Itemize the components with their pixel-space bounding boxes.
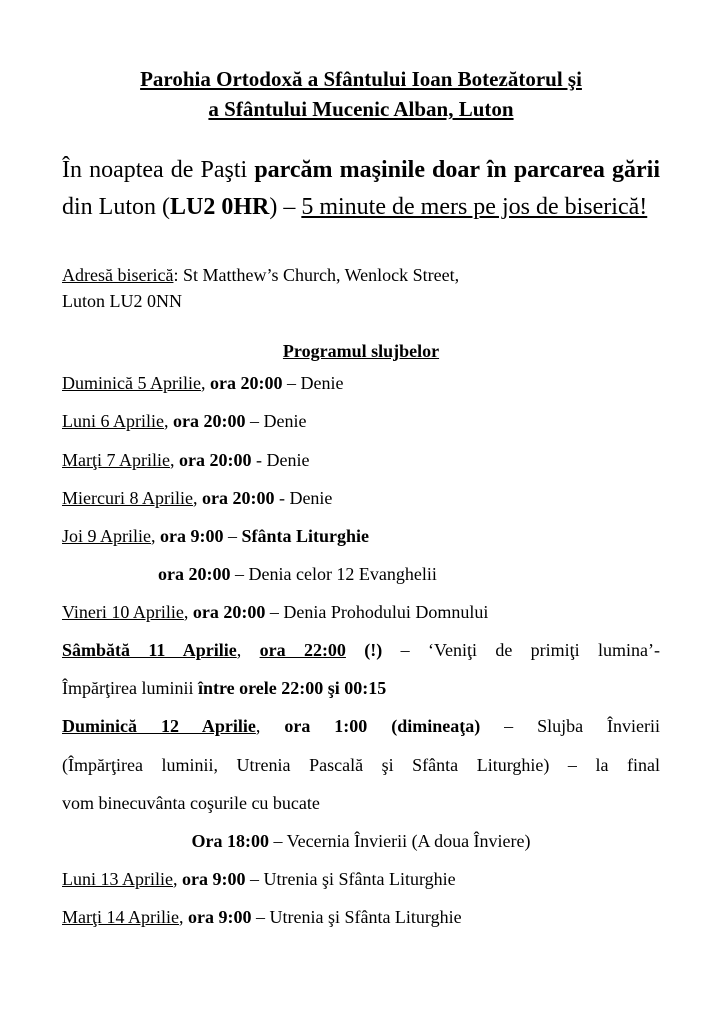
schedule-time: ora 20:00 — [201, 488, 275, 508]
schedule-line — [62, 370, 660, 396]
schedule-date: Vineri 10 Aprilie — [62, 602, 184, 622]
schedule-time: ora 20:00 — [173, 411, 246, 431]
schedule-event: (Împărţirea luminii, Utrenia Pascală şi Sfânta Liturghie) – la final — [62, 755, 660, 775]
schedule-date: Marţi 7 Aprilie — [62, 450, 170, 470]
separator: , — [164, 411, 173, 431]
schedule-time: între orele 22:00 şi 00:15 — [197, 678, 387, 698]
schedule-line — [62, 675, 660, 701]
schedule-time: ora 9:00 — [160, 526, 224, 546]
separator: , — [178, 907, 188, 927]
address-label: Adresă biserică — [62, 265, 174, 285]
separator: , — [173, 869, 182, 889]
schedule-date: Luni 6 Aprilie — [62, 411, 164, 431]
schedule-line — [62, 713, 660, 739]
schedule-line — [62, 828, 660, 854]
notice-text-3: ) – — [269, 194, 302, 220]
schedule-line — [62, 485, 660, 511]
schedule-time: ora 22:00 — [259, 640, 346, 660]
separator: , — [183, 602, 193, 622]
schedule-event: Împărţirea luminii — [62, 678, 198, 698]
schedule-date: Duminică 12 Aprilie — [62, 716, 256, 736]
schedule-exclamation: (!) — [345, 640, 383, 660]
schedule-time: ora 20:00 — [209, 373, 283, 393]
schedule-event: – Utrenia şi Sfânta Liturghie — [245, 869, 456, 889]
schedule-line — [62, 523, 660, 549]
schedule-line — [62, 637, 660, 663]
notice-parking-emphasis: parcăm maşinile doar în parcarea gării — [254, 157, 660, 183]
schedule-date: Joi 9 Aprilie — [62, 526, 151, 546]
schedule-event: vom binecuvânta coşurile cu bucate — [62, 793, 320, 813]
schedule-title: Programul slujbelor — [282, 341, 440, 361]
separator: , — [255, 716, 285, 736]
schedule-time: ora 20:00 — [192, 602, 266, 622]
separator: – — [223, 526, 242, 546]
separator: , — [236, 640, 260, 660]
schedule-event: Sfânta Liturghie — [241, 526, 369, 546]
schedule-line — [62, 599, 660, 625]
address-line-1: : St Matthew’s Church, Wenlock Street, — [173, 265, 460, 285]
schedule-time: ora 20:00 — [158, 564, 231, 584]
church-address — [62, 262, 660, 314]
schedule-event: – Denia Prohodului Domnului — [265, 602, 489, 622]
separator: , — [200, 373, 210, 393]
address-line-2: Luton LU2 0NN — [62, 291, 182, 311]
schedule-time: ora 9:00 — [182, 869, 246, 889]
schedule-event: – ‘Veniţi de primiţi lumina’- — [382, 640, 661, 660]
schedule-date: Marţi 14 Aprilie — [62, 907, 179, 927]
schedule-line — [62, 904, 660, 930]
separator: , — [192, 488, 202, 508]
title-line-1: Parohia Ortodoxă a Sfântului Ioan Botezătorul şi — [140, 67, 582, 91]
schedule-event: - Denie — [251, 450, 310, 470]
parking-notice — [62, 152, 660, 226]
schedule-date: Sâmbătă 11 Aprilie — [62, 640, 237, 660]
schedule-event: – Utrenia şi Sfânta Liturghie — [251, 907, 462, 927]
schedule-line — [62, 790, 660, 816]
schedule-line — [158, 561, 660, 587]
schedule-event: – Denie — [245, 411, 307, 431]
schedule-time: ora 1:00 (dimineaţa) — [284, 716, 481, 736]
schedule-line — [62, 752, 660, 778]
schedule-event: – Slujba Învierii — [480, 716, 661, 736]
schedule-event: – Denie — [282, 373, 344, 393]
schedule-event: – Vecernia Învierii (A doua Înviere) — [268, 831, 531, 851]
schedule-date: Duminică 5 Aprilie — [62, 373, 201, 393]
schedule-time: Ora 18:00 — [191, 831, 269, 851]
schedule-event: – Denia celor 12 Evanghelii — [230, 564, 437, 584]
notice-text-1: În noaptea de Paşti — [62, 157, 255, 183]
title-line-2: a Sfântului Mucenic Alban, Luton — [208, 97, 514, 121]
separator: , — [169, 450, 179, 470]
notice-postcode: LU2 0HR — [170, 194, 270, 220]
page-title — [40, 64, 682, 124]
notice-text-2: din Luton ( — [62, 194, 170, 220]
schedule-line — [62, 866, 660, 892]
schedule-date: Miercuri 8 Aprilie — [62, 488, 193, 508]
separator: , — [151, 526, 160, 546]
notice-walk-distance: 5 minute de mers pe jos de biserică! — [301, 194, 648, 220]
schedule-time: ora 9:00 — [187, 907, 252, 927]
schedule-event: - Denie — [274, 488, 333, 508]
schedule-line — [62, 408, 660, 434]
schedule-time: ora 20:00 — [178, 450, 252, 470]
schedule-date: Luni 13 Aprilie — [62, 869, 173, 889]
schedule-line — [62, 447, 660, 473]
